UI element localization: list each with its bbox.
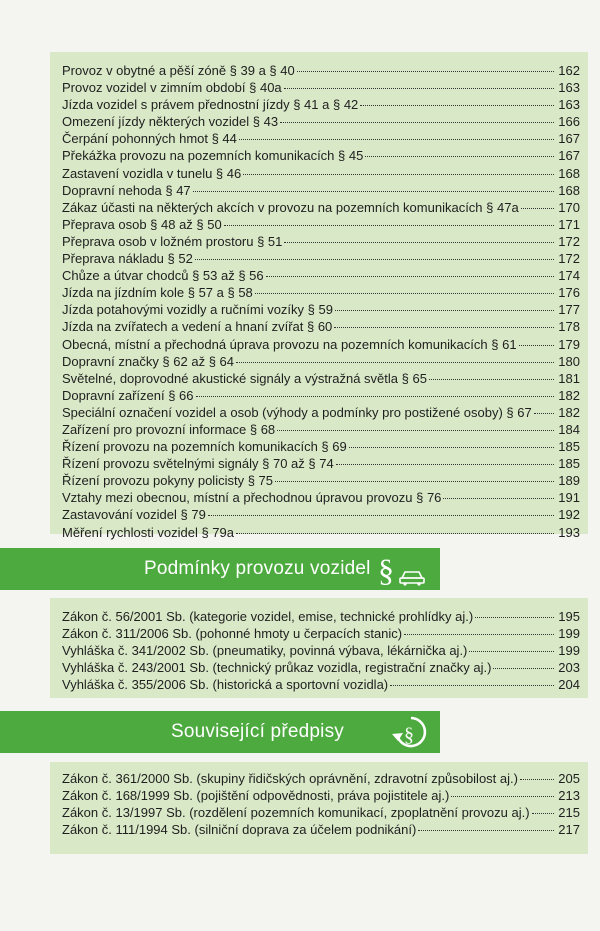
- toc-entry-title: Čerpání pohonných hmot § 44: [62, 131, 237, 147]
- toc-entry: [62, 182, 580, 199]
- toc-entry-title: Omezení jízdy některých vozidel § 43: [62, 114, 279, 130]
- toc-entry-page: 217: [558, 822, 580, 838]
- toc-entry-title: Zařízení pro provozní informace § 68: [62, 421, 276, 437]
- toc-entry: [62, 659, 580, 676]
- toc-entry-page: 203: [558, 660, 580, 676]
- toc-entry: [62, 370, 580, 387]
- dot-leader: [284, 88, 554, 89]
- dot-leader: [418, 830, 554, 831]
- toc-entry-title: Jízda vozidel s právem přednostní jízdy § 41 a § 42: [62, 97, 359, 113]
- dot-leader: [360, 105, 554, 106]
- toc-entry-title: Provoz vozidel v zimním období § 40a: [62, 80, 282, 96]
- dot-leader: [284, 242, 554, 243]
- toc-entry-page: 182: [558, 387, 580, 403]
- toc-entry-page: 174: [558, 268, 580, 284]
- toc-entry-title: Zastavování vozidel § 79: [62, 507, 206, 523]
- dot-leader: [280, 122, 554, 123]
- dot-leader: [493, 668, 554, 669]
- toc-entry-title: Měření rychlosti vozidel § 79a: [62, 524, 234, 540]
- dot-leader: [365, 156, 554, 157]
- dot-leader: [336, 464, 554, 465]
- toc-entry-page: 199: [558, 643, 580, 659]
- toc-entry-page: 191: [558, 490, 580, 506]
- toc-entry-page: 168: [558, 182, 580, 198]
- toc-entry: [62, 233, 580, 250]
- toc-entry-title: Vyhláška č. 243/2001 Sb. (technický průkaz vozidla, registrační značky aj.): [62, 660, 492, 676]
- toc-entry-page: 178: [558, 319, 580, 335]
- paragraph-car-icon: [376, 551, 430, 592]
- toc-entry-title: Dopravní nehoda § 47: [62, 182, 191, 198]
- toc-entry-title: Speciální označení vozidel a osob (výhody a podmínky pro postižené osoby) § 67: [62, 404, 532, 420]
- toc-entry: [62, 267, 580, 284]
- toc-entry: [62, 472, 580, 489]
- toc-entry-title: Vztahy mezi obecnou, místní a přechodnou úpravou provozu § 76: [62, 490, 442, 506]
- toc-panel-vehicle-conditions: [50, 598, 588, 698]
- toc-entry: [62, 301, 580, 318]
- dot-leader: [243, 174, 554, 175]
- toc-entry: [62, 821, 580, 838]
- toc-entry-title: Zákon č. 168/1999 Sb. (pojištění odpovědnosti, práva pojistitele aj.): [62, 788, 450, 804]
- toc-entry-title: Zákon č. 13/1997 Sb. (rozdělení pozemních komunikací, zpoplatnění provozu aj.): [62, 805, 530, 821]
- toc-entry-title: Řízení provozu světelnými signály § 70 až § 74: [62, 456, 334, 472]
- toc-entry-page: 176: [558, 285, 580, 301]
- toc-entry-page: 162: [558, 63, 580, 78]
- toc-entry-page: 213: [558, 788, 580, 804]
- dot-leader: [443, 498, 554, 499]
- dot-leader: [275, 481, 554, 482]
- toc-entry-title: Přeprava osob v ložném prostoru § 51: [62, 233, 283, 249]
- toc-entry-page: 182: [558, 404, 580, 420]
- section-banner-vehicle-conditions: [0, 548, 440, 590]
- dot-leader: [334, 327, 554, 328]
- section-banner-related-regulations: [0, 711, 440, 753]
- paragraph-cycle-icon: [390, 714, 432, 755]
- toc-entry-title: Obecná, místní a přechodná úprava provozu na pozemních komunikacích § 61: [62, 336, 517, 352]
- toc-entry-page: 192: [558, 507, 580, 523]
- toc-entry: [62, 506, 580, 523]
- dot-leader: [469, 651, 554, 652]
- toc-entry-page: 163: [558, 80, 580, 96]
- toc-entry: [62, 250, 580, 267]
- dot-leader: [297, 71, 554, 72]
- dot-leader: [335, 310, 554, 311]
- toc-entry-page: 184: [558, 421, 580, 437]
- toc-entry-title: Přeprava osob § 48 až § 50: [62, 216, 222, 232]
- toc-entry: [62, 421, 580, 438]
- toc-entry: [62, 642, 580, 659]
- toc-entry-page: 195: [558, 609, 580, 624]
- toc-entry-page: 172: [558, 233, 580, 249]
- dot-leader: [451, 796, 554, 797]
- toc-entry-page: 177: [558, 302, 580, 318]
- toc-entry-page: 181: [558, 370, 580, 386]
- toc-entry-title: Zákon č. 111/1994 Sb. (silniční doprava za účelem podnikání): [62, 822, 417, 838]
- toc-entry-title: Jízda potahovými vozidly a ručními vozíky § 59: [62, 302, 333, 318]
- toc-entry: [62, 489, 580, 506]
- toc-entry: [62, 62, 580, 79]
- toc-entry: [62, 676, 580, 693]
- toc-entry-title: Jízda na zvířatech a vedení a hnaní zvířat § 60: [62, 319, 333, 335]
- toc-entry-title: Zastavení vozidla v tunelu § 46: [62, 165, 242, 181]
- toc-entry-title: Dopravní zařízení § 66: [62, 387, 194, 403]
- toc-entry: [62, 387, 580, 404]
- toc-entry-title: Přeprava nákladu § 52: [62, 251, 193, 267]
- toc-entry-title: Chůze a útvar chodců § 53 až § 56: [62, 268, 264, 284]
- toc-entry-title: Dopravní značky § 62 až § 64: [62, 353, 234, 369]
- toc-entry-page: 172: [558, 251, 580, 267]
- toc-entry: [62, 353, 580, 370]
- toc-entry: [62, 113, 580, 130]
- dot-leader: [532, 813, 554, 814]
- toc-entry-title: Vyhláška č. 355/2006 Sb. (historická a sportovní vozidla): [62, 677, 389, 693]
- toc-entry-page: 179: [558, 336, 580, 352]
- toc-entry-page: 205: [558, 771, 580, 786]
- toc-entry-title: Zákon č. 361/2000 Sb. (skupiny řidičských oprávnění, zdravotní způsobilost aj.): [62, 771, 518, 786]
- toc-entry: [62, 625, 580, 642]
- toc-entry: [62, 787, 580, 804]
- toc-entry-page: 189: [558, 473, 580, 489]
- toc-entry-title: Zákon č. 311/2006 Sb. (pohonné hmoty u čerpacích stanic): [62, 626, 403, 642]
- toc-entry: [62, 770, 580, 787]
- toc-entry-title: Řízení provozu na pozemních komunikacích § 69: [62, 439, 347, 455]
- toc-panel-main: [50, 52, 588, 540]
- toc-entry-page: 171: [558, 216, 580, 232]
- toc-entry-page: 166: [558, 114, 580, 130]
- toc-entry: [62, 96, 580, 113]
- toc-entry-page: 168: [558, 165, 580, 181]
- toc-entry-title: Řízení provozu pokyny policisty § 75: [62, 473, 273, 489]
- toc-entry-page: 193: [558, 524, 580, 540]
- svg-text:§: §: [404, 724, 414, 746]
- toc-entry: [62, 318, 580, 335]
- svg-text:§: §: [378, 552, 394, 587]
- toc-entry-title: Vyhláška č. 341/2002 Sb. (pneumatiky, povinná výbava, lékárnička aj.): [62, 643, 468, 659]
- dot-leader: [224, 225, 554, 226]
- toc-entry-title: Zákaz účasti na některých akcích v provozu na pozemních komunikacích § 47a: [62, 199, 519, 215]
- toc-entry-page: 215: [558, 805, 580, 821]
- dot-leader: [196, 396, 554, 397]
- toc-entry: [62, 524, 580, 541]
- toc-entry: [62, 79, 580, 96]
- toc-entry: [62, 336, 580, 353]
- dot-leader: [255, 293, 554, 294]
- toc-entry-title: Světelné, doprovodné akustické signály a výstražná světla § 65: [62, 370, 427, 386]
- toc-entry-page: 185: [558, 439, 580, 455]
- toc-entry-title: Zákon č. 56/2001 Sb. (kategorie vozidel, emise, technické prohlídky aj.): [62, 609, 474, 624]
- toc-entry: [62, 130, 580, 147]
- toc-entry: [62, 455, 580, 472]
- toc-entry-page: 180: [558, 353, 580, 369]
- toc-entry: [62, 804, 580, 821]
- toc-entry-page: 185: [558, 456, 580, 472]
- toc-entry-page: 199: [558, 626, 580, 642]
- toc-entry: [62, 216, 580, 233]
- toc-entry: [62, 438, 580, 455]
- toc-entry-page: 167: [558, 148, 580, 164]
- dot-leader: [208, 515, 554, 516]
- dot-leader: [519, 345, 554, 346]
- toc-entry: [62, 404, 580, 421]
- toc-entry-page: 170: [558, 199, 580, 215]
- dot-leader: [521, 208, 554, 209]
- dot-leader: [239, 139, 554, 140]
- toc-entry: [62, 165, 580, 182]
- toc-entry-title: Jízda na jízdním kole § 57 a § 58: [62, 285, 253, 301]
- dot-leader: [534, 413, 554, 414]
- dot-leader: [404, 634, 554, 635]
- toc-entry-page: 163: [558, 97, 580, 113]
- toc-entry: [62, 284, 580, 301]
- dot-leader: [520, 779, 554, 780]
- dot-leader: [349, 447, 554, 448]
- dot-leader: [475, 617, 554, 618]
- toc-entry-title: Překážka provozu na pozemních komunikacích § 45: [62, 148, 364, 164]
- banner-title: Podmínky provozu vozidel: [144, 558, 371, 579]
- dot-leader: [195, 259, 554, 260]
- toc-entry-page: 204: [558, 677, 580, 693]
- toc-panel-related-regulations: [50, 762, 588, 854]
- dot-leader: [266, 276, 554, 277]
- dot-leader: [236, 362, 554, 363]
- dot-leader: [390, 685, 554, 686]
- toc-entry: [62, 608, 580, 625]
- toc-entry-title: Provoz v obytné a pěší zóně § 39 a § 40: [62, 63, 295, 78]
- dot-leader: [277, 430, 554, 431]
- toc-entry: [62, 147, 580, 164]
- toc-entry-page: 167: [558, 131, 580, 147]
- dot-leader: [193, 191, 554, 192]
- dot-leader: [429, 379, 554, 380]
- toc-entry: [62, 199, 580, 216]
- dot-leader: [236, 533, 554, 534]
- banner-title: Související předpisy: [171, 721, 344, 742]
